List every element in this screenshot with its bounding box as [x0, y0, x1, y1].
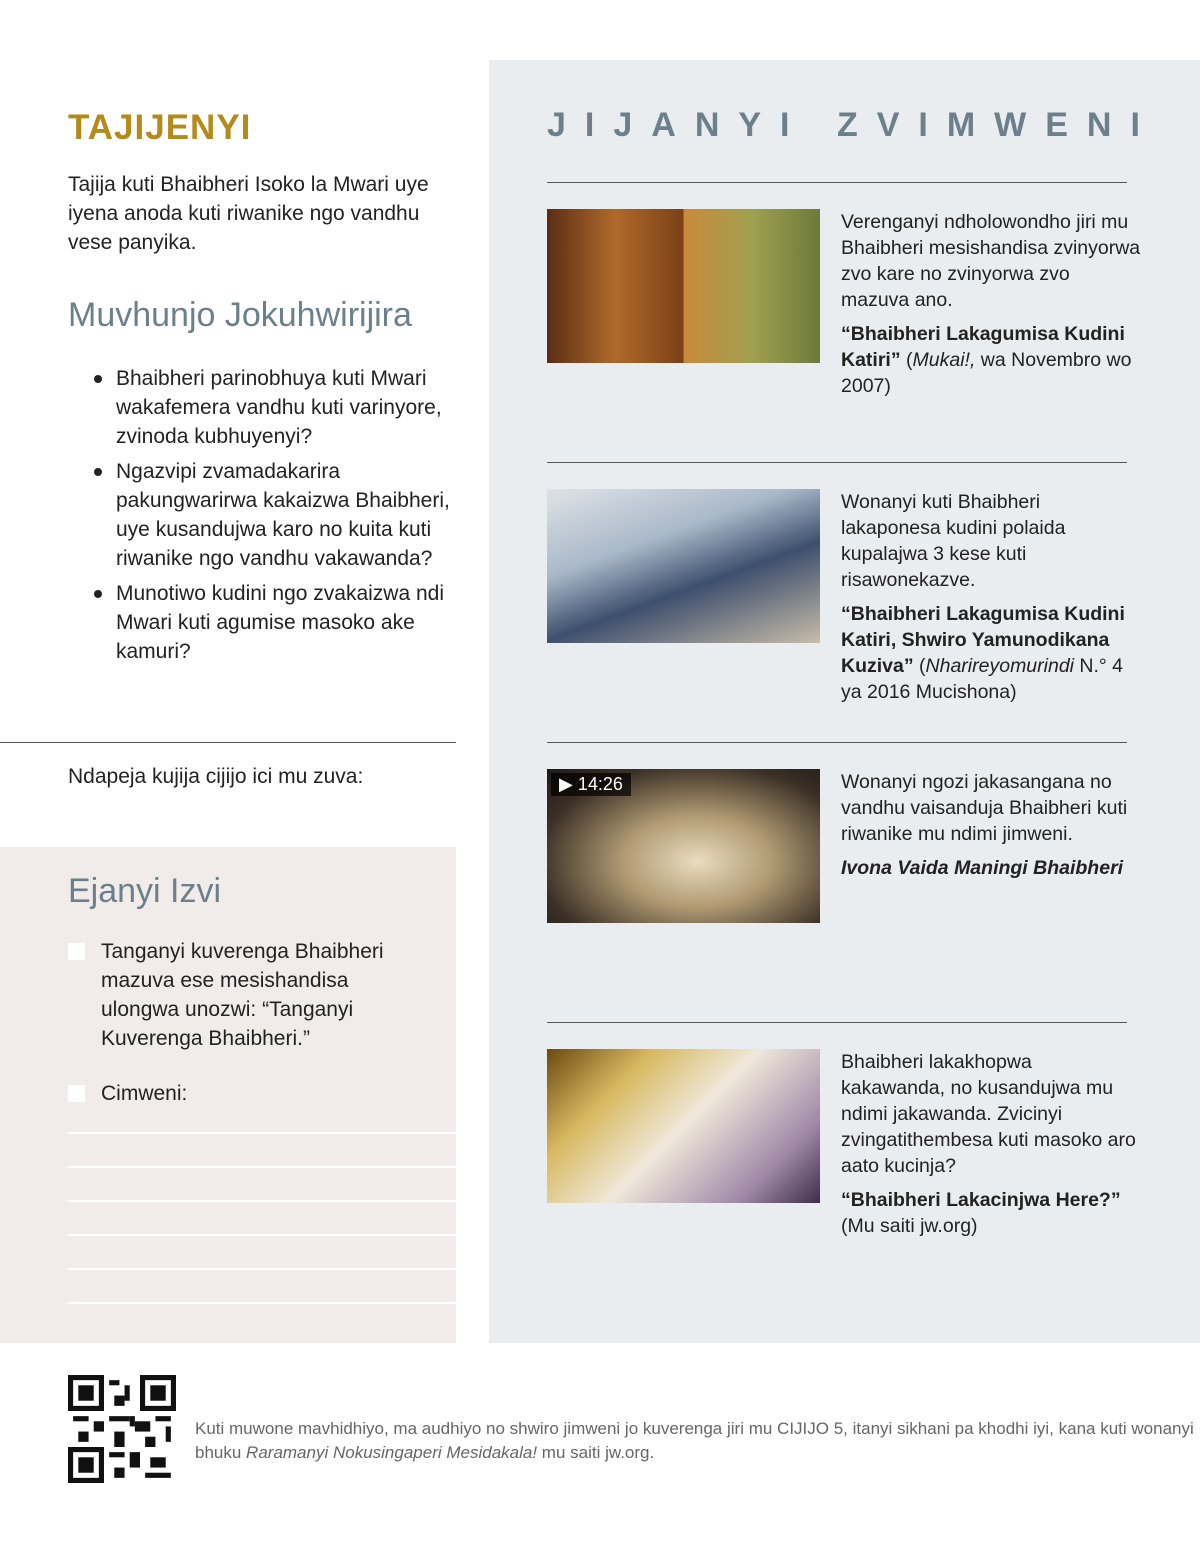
resource-link[interactable]: “Bhaibheri Lakacinjwa Here?” (Mu saiti jw.org)	[841, 1189, 1121, 1237]
todo-item[interactable]	[68, 937, 428, 1053]
checkbox[interactable]	[68, 1085, 85, 1102]
write-line[interactable]	[68, 1166, 456, 1168]
divider	[0, 742, 456, 743]
video-duration: ▶ 14:26	[551, 773, 631, 796]
checkbox[interactable]	[68, 943, 85, 960]
qr-code[interactable]	[68, 1375, 176, 1483]
question: Munotiwo kudini ngo zvakaizwa ndi Mwari kuti agumise masoko ake kamuri?	[92, 579, 462, 666]
write-line[interactable]	[68, 1268, 456, 1270]
resource-link[interactable]: Ivona Vaida Maningi Bhaibheri	[841, 857, 1124, 879]
todo-item[interactable]	[68, 1079, 428, 1108]
write-line[interactable]	[68, 1234, 456, 1236]
resource-desc: Wonanyi kuti Bhaibheri lakaponesa kudini polaida kupalajwa 3 kese kuti risawonekazve.	[841, 491, 1066, 591]
resource-desc: Verenganyi ndholowondho jiri mu Bhaibheri mesishandisa zvinyorwa zvo kare no zvinyorwa zvo mazuva ano.	[841, 211, 1141, 311]
review-questions	[92, 364, 462, 672]
resource-image[interactable]	[547, 1049, 820, 1203]
question: Bhaibheri parinobhuya kuti Mwari wakafemera vandhu kuti varinyore, zvinoda kubhuyenyi?	[92, 364, 462, 451]
learn-more-title: JIJANYI ZVIMWENI	[547, 106, 1159, 144]
date-prompt: Ndapeja kujija cijijo ici mu zuva:	[68, 765, 364, 788]
todo-label: Tanganyi kuverenga Bhaibheri mazuva ese mesishandisa ulongwa unozwi: “Tanganyi Kuverenga Bhaibheri.”	[101, 940, 384, 1050]
section-title: TAJIJENYI	[68, 108, 252, 147]
play-icon: ▶	[559, 774, 578, 794]
resource-image[interactable]	[547, 209, 820, 363]
write-line[interactable]	[68, 1302, 456, 1304]
divider	[547, 742, 1127, 743]
todo-label: Cimweni:	[101, 1082, 188, 1105]
divider	[547, 462, 1127, 463]
resource-desc: Wonanyi ngozi jakasangana no vandhu vaisanduja Bhaibheri kuti riwanike mu ndimi jimweni.	[841, 771, 1128, 845]
resource-desc: Bhaibheri lakakhopwa kakawanda, no kusandujwa mu ndimi jakawanda. Zvicinyi zvingatithembesa kuti masoko aro aato kucinja?	[841, 1051, 1136, 1177]
todo-heading: Ejanyi Izvi	[68, 872, 222, 910]
question: Ngazvipi zvamadakarira pakungwarirwa kakaizwa Bhaibheri, uye kusandujwa karo no kuita kuti riwanike ngo vandhu vakawanda?	[92, 457, 462, 573]
review-heading: Muvhunjo Jokuhwirijira	[68, 296, 412, 334]
resource-image[interactable]	[547, 489, 820, 643]
write-line[interactable]	[68, 1200, 456, 1202]
footer-note: Kuti muwone mavhidhiyo, ma audhiyo no shwiro jimweni jo kuverenga jiri mu CIJIJO 5, itanyi sikhani pa khodhi iyi, kana kuti wonanyi bhuku Raramanyi Nokusingaperi Mesidakala! mu saiti jw.org.	[195, 1419, 1194, 1462]
divider	[547, 182, 1127, 183]
resource-link[interactable]: “Bhaibheri Lakagumisa Kudini Katiri, Shwiro Yamunodikana Kuziva” (Nharireyomurindi N.° 4 ya 2016 Mucishona)	[841, 603, 1125, 703]
divider	[547, 1022, 1127, 1023]
video-thumbnail[interactable]	[547, 769, 820, 923]
write-line[interactable]	[68, 1132, 456, 1134]
intro-text: Tajija kuti Bhaibheri Isoko la Mwari uye iyena anoda kuti riwanike ngo vandhu vese panyika.	[68, 173, 429, 254]
resource-link[interactable]: “Bhaibheri Lakagumisa Kudini Katiri” (Mukai!, wa Novembro wo 2007)	[841, 323, 1132, 397]
